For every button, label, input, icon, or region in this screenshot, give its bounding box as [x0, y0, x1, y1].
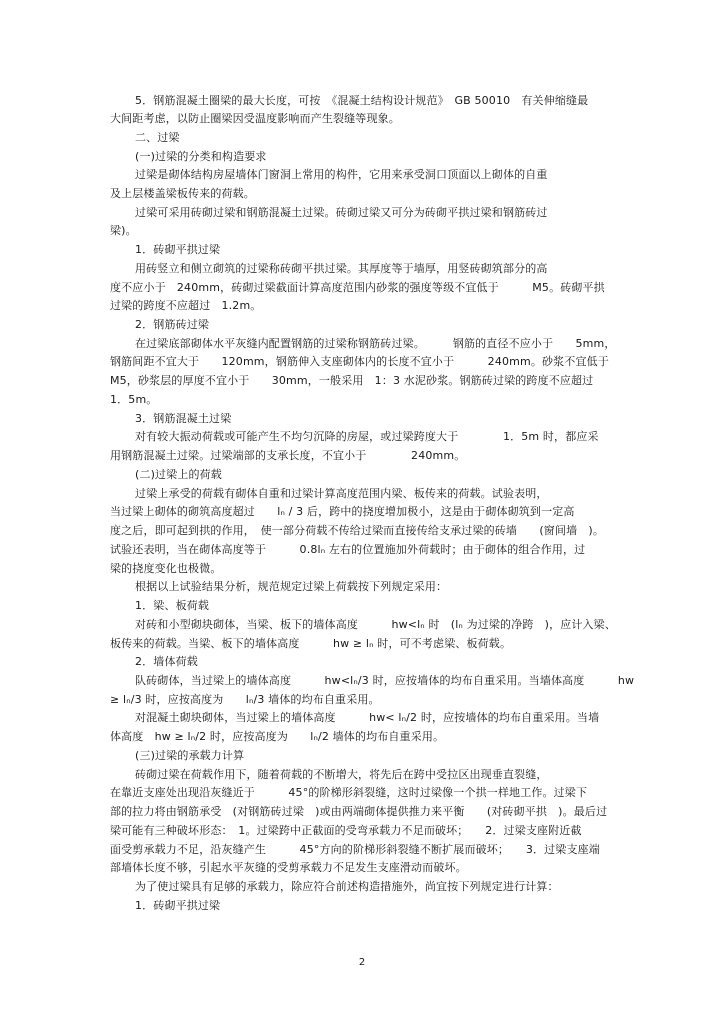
text-line: 队砖砌体，当过梁上的墙体高度 hw<lₙ/3 时，应按墙体的均布自重采用。当墙体高度 hw [135, 674, 635, 687]
item-heading: 2．墙体荷载 [135, 655, 198, 668]
section-heading: 二、过梁 [135, 131, 180, 144]
item-heading: 3．钢筋混凝土过梁 [135, 412, 232, 425]
text-line: 用砖竖立和侧立砌筑的过梁称砖砌平拱过梁。其厚度等于墙厚，用竖砖砌筑部分的高 [135, 262, 548, 275]
text-line: 度不应小于 240mm，砖砌过梁截面计算高度范围内砂浆的强度等级不宜低于 M5。砖砌平拱 [110, 281, 605, 294]
text-line: 及上层楼盖梁板传来的荷载。 [110, 187, 255, 200]
text-line: 对混凝土砌块砌体，当过梁上的墙体高度 hw< lₙ/2 时，应按墙体的均布自重采用。当墙 [135, 711, 600, 724]
text-line: 梁)。 [110, 224, 137, 237]
text-line: 过梁可采用砖砌过梁和钢筋混凝土过梁。砖砌过梁又可分为砖砌平拱过梁和钢筋砖过 [135, 206, 548, 219]
text-line: 用钢筋混凝土过梁。过梁端部的支承长度，不宜小于 240mm。 [110, 449, 466, 462]
text-line: 在过梁底部砌体水平灰缝内配置钢筋的过梁称钢筋砖过梁。 钢筋的直径不应小于 5mm， [135, 337, 616, 350]
text-line: 对有较大振动荷载或可能产生不均匀沉降的房屋，或过梁跨度大于 1．5m 时，都应采 [135, 430, 599, 443]
item-heading: 2．钢筋砖过梁 [135, 318, 210, 331]
text-line: 板传来的荷载。当梁、板下的墙体高度 hw ≥ lₙ 时，可不考虑梁、板荷载。 [110, 637, 512, 650]
subsection-heading: (三)过梁的承载力计算 [135, 749, 245, 762]
text-line: 1．5m。 [110, 393, 158, 406]
text-line: ≥ lₙ/3 时，应按高度为 lₙ/3 墙体的均布自重采用。 [110, 693, 380, 706]
text-line: 过梁是砌体结构房屋墙体门窗洞上常用的构件，它用来承受洞口顶面以上砌体的自重 [135, 168, 548, 181]
text-line: 试验还表明，当在砌体高度等于 0.8lₙ 左右的位置施加外荷载时；由于砌体的组合作用，过 [110, 543, 586, 556]
text-line: 过梁上承受的荷载有砌体自重和过梁计算高度范围内梁、板传来的荷载。试验表明， [135, 487, 548, 500]
subsection-heading: (二)过梁上的荷载 [135, 468, 222, 481]
text-line: 过梁的跨度不应超过 1.2m。 [110, 299, 262, 312]
text-line: 5．钢筋混凝土圈梁的最大长度，可按 《混凝土结构设计规范》 GB 50010 有关伸缩缝最 [135, 94, 589, 107]
text-line: 体高度 hw ≥ lₙ/2 时，应按高度为 lₙ/2 墙体的均布自重采用。 [110, 730, 445, 743]
text-line: M5，砂浆层的厚度不宜小于 30mm，一般采用 1：3 水泥砂浆。钢筋砖过梁的跨度不应超过 [110, 374, 594, 387]
page-number: 2 [358, 957, 366, 968]
text-line: 砖砌过梁在荷载作用下，随着荷载的不断增大，将先后在跨中受拉区出现垂直裂缝， [135, 768, 548, 781]
item-heading: 1．砖砌平拱过梁 [135, 899, 221, 912]
text-line: 梁可能有三种破坏形态： 1。过梁跨中正截面的受弯承载力不足而破坏； 2．过梁支座附近截 [110, 824, 582, 837]
text-line: 钢筋间距不宜大于 120mm，钢筋伸入支座砌体内的长度不宜小于 240mm。砂浆不宜低于 [110, 355, 609, 368]
text-line: 梁的挠度变化也极微。 [110, 562, 222, 575]
text-line: 为了使过梁具有足够的承载力，除应符合前述构造措施外，尚宜按下列规定进行计算： [135, 880, 559, 893]
text-line: 在靠近支座处出现沿灰缝近于 45°的阶梯形斜裂缝，这时过梁像一个拱一样地工作。过梁下 [110, 786, 588, 799]
item-heading: 1．梁、板荷载 [135, 599, 210, 612]
text-line: 度之后，即可起到拱的作用， 使一部分荷载不传给过梁而直接传给支承过梁的砖墙 (窗间墙 )。 [110, 524, 604, 537]
text-line: 部墙体长度不够，引起水平灰缝的受剪承载力不足发生支座滑动而破坏。 [110, 861, 467, 874]
text-line: 对砖和小型砌块砌体，当梁、板下的墙体高度 hw<lₙ 时 (lₙ 为过梁的净跨 )，应计入梁、 [135, 618, 616, 631]
text-line: 根据以上试验结果分析，规范规定过梁上荷载按下列规定采用： [135, 580, 448, 593]
text-line: 大间距考虑，以防止圈梁因受温度影响而产生裂缝等现象。 [110, 112, 400, 125]
item-heading: 1．砖砌平拱过梁 [135, 243, 221, 256]
subsection-heading: (一)过梁的分类和构造要求 [135, 150, 267, 163]
text-line: 部的拉力将由钢筋承受 (对钢筋砖过梁 )或由两端砌体提供推力来平衡 (对砖砌平拱 )。最后过 [110, 805, 608, 818]
text-line: 当过梁上砌体的砌筑高度超过 lₙ / 3 后，跨中的挠度增加极小，这是由于砌体砌筑到一定高 [110, 505, 575, 518]
text-line: 面受剪承载力不足，沿灰缝产生 45°方向的阶梯形斜裂缝不断扩展而破坏； 3．过梁支座端 [110, 843, 600, 856]
